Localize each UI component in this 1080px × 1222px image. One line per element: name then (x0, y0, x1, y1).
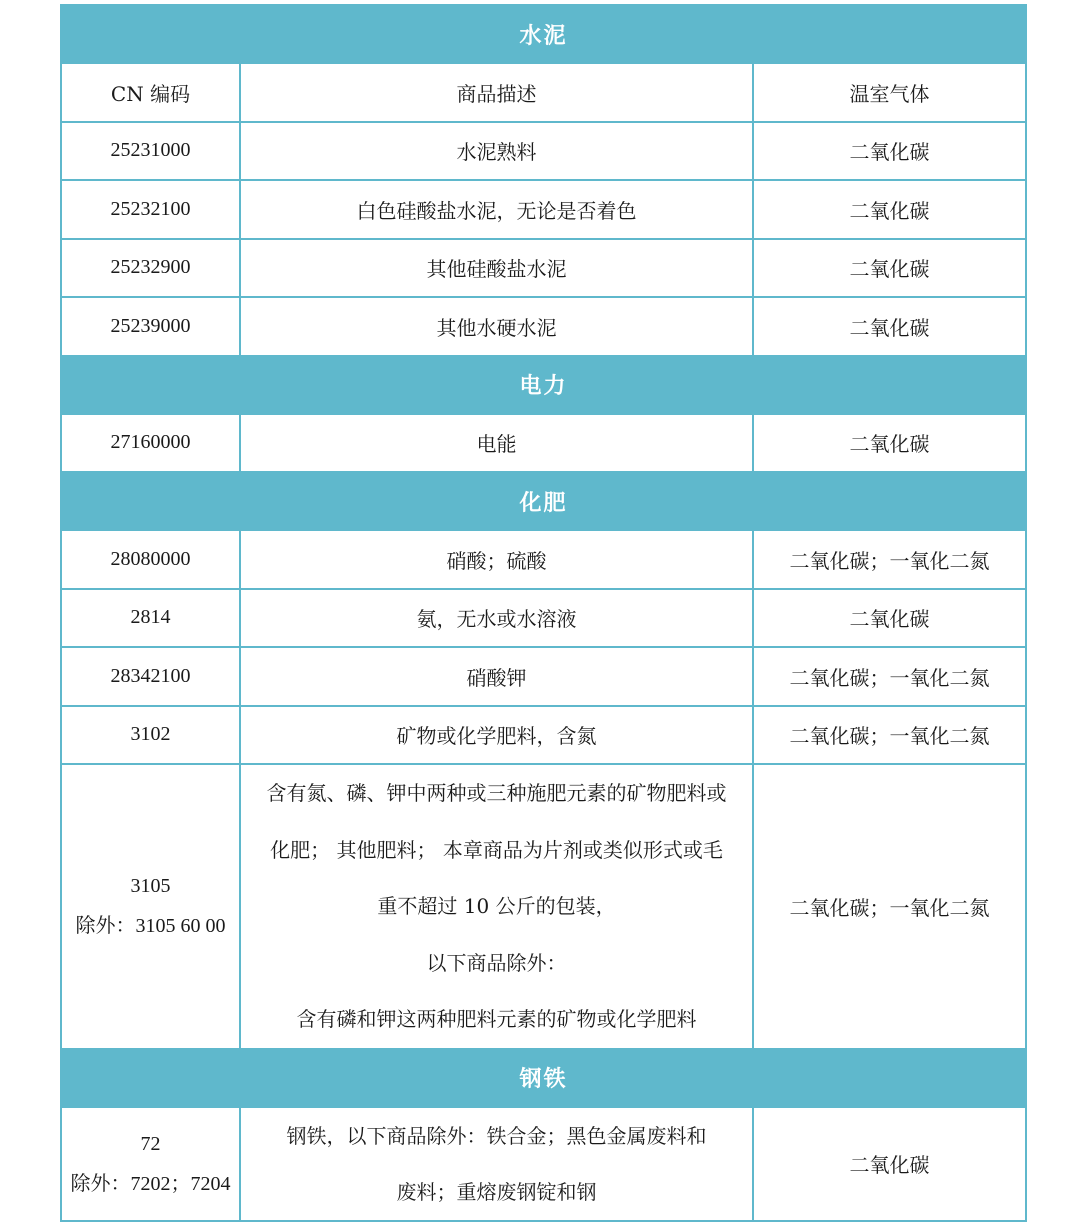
section-title-fertilizer: 化肥 (61, 472, 1026, 530)
goods-description (240, 1107, 753, 1221)
section-row-power (61, 356, 1026, 414)
description-line: 重不超过 10 公斤的包装， (377, 894, 616, 918)
greenhouse-gas: 二氧化碳 (753, 589, 1026, 648)
greenhouse-gas: 二氧化碳 (753, 239, 1026, 298)
cn-code: 27160000 (61, 414, 240, 473)
goods-description: 硝酸；硫酸 (240, 530, 753, 589)
cn-code: 2814 (61, 589, 240, 648)
cn-code: 28080000 (61, 530, 240, 589)
greenhouse-gas: 二氧化碳 (753, 297, 1026, 356)
goods-description (240, 764, 753, 1049)
cn-code: 28342100 (61, 647, 240, 706)
table-row (61, 297, 1026, 356)
cn-code (61, 764, 240, 1049)
cn-code: 25232900 (61, 239, 240, 298)
description-line: 废料；重熔废钢锭和钢 (396, 1179, 597, 1204)
goods-description: 电能 (240, 414, 753, 473)
header-gas: 温室气体 (753, 63, 1026, 122)
cn-code: 25239000 (61, 297, 240, 356)
goods-description: 水泥熟料 (240, 122, 753, 181)
cn-code-exclusion: 除外：3105 60 00 (75, 915, 226, 938)
section-title-steel: 钢铁 (61, 1049, 1026, 1107)
table-row (61, 414, 1026, 473)
description-line: 化肥； 其他肥料； 本章商品为片剂或类似形式或毛 (270, 837, 723, 862)
goods-description: 氨，无水或水溶液 (240, 589, 753, 648)
section-title-cement: 水泥 (61, 5, 1026, 63)
greenhouse-gas: 二氧化碳 (753, 1107, 1026, 1221)
table-row (61, 589, 1026, 648)
goods-description: 矿物或化学肥料，含氮 (240, 706, 753, 765)
greenhouse-gas: 二氧化碳；一氧化二氮 (753, 530, 1026, 589)
cn-code (61, 1107, 240, 1221)
cn-code: 25231000 (61, 122, 240, 181)
goods-description: 白色硅酸盐水泥，无论是否着色 (240, 180, 753, 239)
description-line: 含有磷和钾这两种肥料元素的矿物或化学肥料 (296, 1007, 697, 1031)
cn-code: 25232100 (61, 180, 240, 239)
greenhouse-gas: 二氧化碳 (753, 180, 1026, 239)
cn-code: 3102 (61, 706, 240, 765)
table-row (61, 764, 1026, 1049)
cbam-goods-table (60, 4, 1027, 1222)
table-row (61, 239, 1026, 298)
table-row (61, 530, 1026, 589)
table-row (61, 647, 1026, 706)
description-line: 钢铁，以下商品除外：铁合金；黑色金属废料和 (286, 1123, 707, 1148)
section-title-power: 电力 (61, 356, 1026, 414)
section-row-cement (61, 5, 1026, 63)
greenhouse-gas: 二氧化碳 (753, 122, 1026, 181)
goods-description: 其他水硬水泥 (240, 297, 753, 356)
header-description: 商品描述 (240, 63, 753, 122)
goods-description: 其他硅酸盐水泥 (240, 239, 753, 298)
description-line: 含有氮、磷、钾中两种或三种施肥元素的矿物肥料或 (266, 781, 727, 805)
description-line: 以下商品除外： (426, 950, 567, 975)
section-row-steel (61, 1049, 1026, 1107)
cn-code-main: 72 (140, 1132, 161, 1155)
cn-code-exclusion: 除外：7202；7204 (70, 1172, 231, 1195)
cn-code-main: 3105 (130, 875, 171, 898)
greenhouse-gas: 二氧化碳；一氧化二氮 (753, 647, 1026, 706)
goods-description: 硝酸钾 (240, 647, 753, 706)
header-code: CN 编码 (61, 63, 240, 122)
greenhouse-gas: 二氧化碳；一氧化二氮 (753, 764, 1026, 1049)
greenhouse-gas: 二氧化碳；一氧化二氮 (753, 706, 1026, 765)
table-row (61, 122, 1026, 181)
section-row-fertilizer (61, 472, 1026, 530)
greenhouse-gas: 二氧化碳 (753, 414, 1026, 473)
table-row (61, 180, 1026, 239)
table-row (61, 706, 1026, 765)
header-row (61, 63, 1026, 122)
table-row (61, 1107, 1026, 1221)
